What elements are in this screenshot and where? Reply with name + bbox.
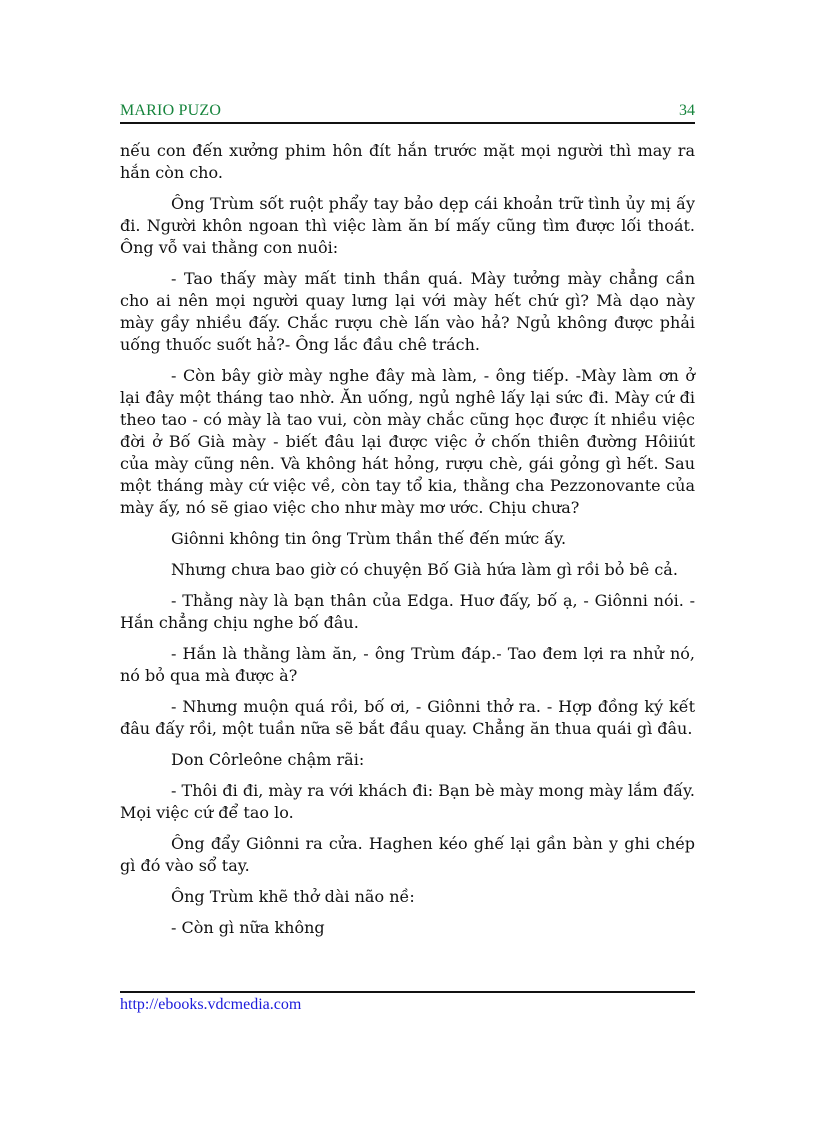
paragraph: Ông Trùm khẽ thở dài não nề: [171, 887, 415, 906]
page-number: 34 [679, 102, 695, 119]
paragraph: - Thôi đi đi, mày ra với khách đi: Bạn bè mày mong mày lắm đấy. Mọi việc cứ để tao lo. [120, 781, 695, 822]
paragraph: Nhưng chưa bao giờ có chuyện Bố Già hứa làm gì rồi bỏ bê cả. [171, 560, 678, 579]
paragraph: - Nhưng muộn quá rồi, bố ơi, - Giônni thở ra. - Hợp đồng ký kết đâu đấy rồi, một tuần nữa sẽ bắt đầu quay. Chẳng ăn thua quái gì đâu. [120, 697, 695, 738]
paragraph: - Còn bây giờ mày nghe đây mà làm, - ông tiếp. -Mày làm ơn ở lại đây một tháng tao nhờ. Ăn uống, ngủ nghê lấy lại sức đi. Mày cứ đi theo tao - có mày là tao vui, còn mày chắc cũng học được ít nhiều việc đời ở Bố Già mày - biết đâu lại được việc ở chốn thiên đường Hôiiút của mày cũng nên. Và không hát hỏng, rượu chè, gái gỏng gì hết. Sau một tháng mày cứ việc về, còn tay tổ kia, thằng cha Pezzonovante của mày ấy, nó sẽ giao việc cho như mày mơ ước. Chịu chưa? [120, 366, 695, 517]
paragraph: Ông Trùm sốt ruột phẩy tay bảo dẹp cái khoản trữ tình ủy mị ấy đi. Người khôn ngoan thì việc làm ăn bí mấy cũng tìm được lối thoát. Ông vỗ vai thằng con nuôi: [120, 194, 695, 257]
book-author-title: MARIO PUZO [120, 102, 222, 119]
paragraph: Don Côrleône chậm rãi: [171, 750, 365, 769]
page-body [120, 140, 695, 948]
page-header [120, 100, 695, 124]
paragraph: - Hắn là thằng làm ăn, - ông Trùm đáp.- Tao đem lợi ra nhử nó, nó bỏ qua mà được à? [120, 644, 695, 685]
paragraph: nếu con đến xưởng phim hôn đít hắn trước mặt mọi người thì may ra hắn còn cho. [120, 141, 695, 182]
paragraph: Ông đẩy Giônni ra cửa. Haghen kéo ghế lại gần bàn y ghi chép gì đó vào sổ tay. [120, 834, 695, 875]
paragraph: - Còn gì nữa không [171, 918, 325, 937]
footer-divider [120, 991, 695, 993]
paragraph: Giônni không tin ông Trùm thần thế đến mức ấy. [171, 529, 567, 548]
paragraph: - Thằng này là bạn thân của Edga. Huơ đấy, bố ạ, - Giônni nói. - Hắn chẳng chịu nghe bố đâu. [120, 591, 695, 632]
footer-website-link[interactable]: http://ebooks.vdcmedia.com [120, 996, 302, 1013]
paragraph: - Tao thấy mày mất tinh thần quá. Mày tưởng mày chẳng cần cho ai nên mọi người quay lưng lại với mày hết chứ gì? Mà dạo này mày gầy nhiều đấy. Chắc rượu chè lấn vào hả? Ngủ không được phải uống thuốc suốt hả?- Ông lắc đầu chê trách. [120, 269, 695, 354]
